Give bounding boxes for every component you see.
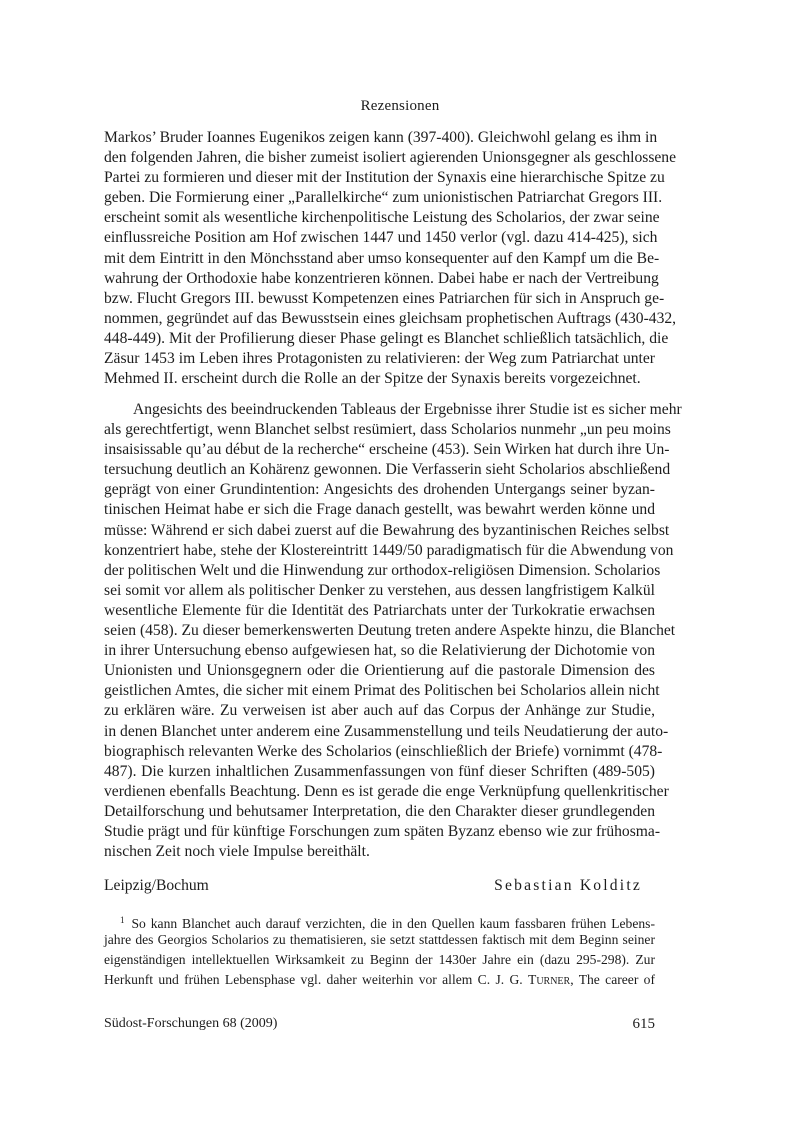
text-line: in ihrer Untersuchung ebenso aufgewiesen hat, so die Relativierung der Dichotomie von xyxy=(104,642,655,660)
text-line: Angesichts des beeindruckenden Tableaus der Ergebnisse ihrer Studie ist es sicher mehr xyxy=(133,401,682,418)
review-signature xyxy=(104,876,642,896)
footnote-marker: 1 xyxy=(120,915,125,925)
page-number: 615 xyxy=(632,1016,655,1032)
text-line: Zäsur 1453 im Leben ihres Protagonisten zu relativieren: der Weg zum Patriarchat unter xyxy=(104,350,655,368)
footnote-line: $^1$ So kann Blanchet auch darauf verzichten, die in den Quellen kaum fassbaren frühen Lebens- xyxy=(120,915,655,931)
text-line: 487). Die kurzen inhaltlichen Zusammenfassungen von fünf dieser Schriften (489-505) xyxy=(104,762,655,780)
text-line: nischen Zeit noch viele Impulse bereithält. xyxy=(104,843,370,861)
journal-citation: Südost-Forschungen 68 (2009) xyxy=(104,1016,278,1031)
text-line: als gerechtfertigt, wenn Blanchet selbst resümiert, dass Scholarios nunmehr „un peu moins xyxy=(104,421,671,439)
text-line: nommen, gegründet auf das Bewusstsein eines gleichsam prophetischen Auftrags (430-432, xyxy=(104,309,677,327)
text-line: tersuchung deutlich an Kohärenz gewonnen. Die Verfasserin sieht Scholarios abschließend xyxy=(104,461,671,479)
signature-author: Sebastian Kolditz xyxy=(494,877,642,894)
text-line: der politischen Welt und die Hinwendung zur orthodox-religiösen Dimension. Scholarios xyxy=(104,561,661,579)
text-line: sei somit vor allem als politischer Denker zu verstehen, aus dessen langfristigem Kalkül xyxy=(104,581,655,599)
text-line: wesentliche Elemente für die Identität des Patriarchats unter der Turkokratie erwachsen xyxy=(104,601,655,619)
text-line: Mehmed II. erscheint durch die Rolle an der Spitze der Synaxis bereits vorgezeichnet. xyxy=(104,370,641,388)
text-line: geben. Die Formierung einer „Parallelkirche“ zum unionistischen Patriarchat Gregors III. xyxy=(104,189,663,207)
text-line: mit dem Eintritt in den Mönchsstand aber umso konsequenter auf den Kampf um die Be- xyxy=(104,249,660,267)
text-line: Detailforschung und behutsamer Interpretation, die den Charakter dieser grundlegenden xyxy=(104,802,655,820)
text-line: 448-449). Mit der Profilierung dieser Phase gelingt es Blanchet schließlich tatsächlich, die xyxy=(104,329,669,347)
text-line: tinischen Heimat habe er sich die Frage danach gestellt, was bewahrt werden könne und xyxy=(104,501,655,519)
text-line: den folgenden Jahren, die bisher zumeist isoliert agierenden Unionsgegner als geschlossene xyxy=(104,149,677,167)
text-line: Studie prägt und für künftige Forschungen zum späten Byzanz ebenso wie zur frühosma- xyxy=(104,822,661,840)
paragraph-1 xyxy=(104,128,677,389)
text-line: konzentriert habe, stehe der Klostereintritt 1449/50 paradigmatisch für die Abwendung von xyxy=(104,541,674,559)
text-line: Partei zu formieren und dieser mit der Institution der Synaxis eine hierarchische Spitze zu xyxy=(104,169,665,187)
footnote xyxy=(104,910,655,990)
text-line: bzw. Flucht Gregors III. bewusst Kompetenzen eines Patriarchen für sich in Anspruch ge- xyxy=(104,289,665,307)
paragraph-2 xyxy=(104,400,682,862)
text-line: zu erklären wäre. Zu verweisen ist aber auch auf das Corpus der Anhänge zur Studie, xyxy=(104,702,655,720)
page-footer xyxy=(104,1015,655,1033)
text-line: verdienen ebenfalls Beachtung. Denn es ist gerade die enge Verknüpfung quellenkritischer xyxy=(104,782,669,800)
footnote-line: eigenständigen intellektuellen Wirksamkeit zu Beginn der 1430er Jahre ein (dazu 295-298). Zur xyxy=(104,952,655,967)
author-name-smallcaps: Turner xyxy=(528,972,571,987)
text-line: Unionisten und Unionsgegnern oder die Orientierung auf die pastorale Dimension des xyxy=(104,662,655,680)
text-line: seien (458). Zu dieser bemerkenswerten Deutung treten andere Aspekte hinzu, die Blanchet xyxy=(104,622,676,640)
text-line: einflussreiche Position am Hof zwischen 1447 und 1450 verlor (vgl. dazu 414-425), sich xyxy=(104,229,658,247)
running-header: Rezensionen xyxy=(360,98,440,114)
text-line: in denen Blanchet unter anderem eine Zusammenstellung und teils Neudatierung der auto- xyxy=(104,722,669,740)
text-line: geprägt von einer Grundintention: Angesichts des drohenden Untergangs seiner byzan- xyxy=(104,481,655,499)
text-line: wahrung der Orthodoxie habe konzentrieren können. Dabei habe er nach der Vertreibung xyxy=(104,269,659,287)
text-line: Markos’ Bruder Ioannes Eugenikos zeigen kann (397-400). Gleichwohl gelang es ihm in xyxy=(104,129,658,146)
text-line: biographisch relevanten Werke des Scholarios (einschließlich der Briefe) vornimmt (478- xyxy=(104,742,663,760)
text-line: müsse: Während er sich dabei zuerst auf die Bewahrung des byzantinischen Reiches selbst xyxy=(104,521,670,539)
footnote-line: jahre des Georgios Scholarios zu thematisieren, sie setzt stattdessen faktisch mit dem Beginn seiner xyxy=(104,932,655,947)
text-line: erscheint somit als wesentliche kirchenpolitische Leistung des Scholarios, der zwar seine xyxy=(104,209,660,227)
text-line: insaisissable qu’au début de la recherche“ erscheine (453). Sein Wirken hat durch ihre Un- xyxy=(104,441,670,459)
signature-place: Leipzig/Bochum xyxy=(104,877,209,894)
footnote-line: Herkunft und frühen Lebensphase vgl. daher weiterhin vor allem C. J. G. Turner, The career of xyxy=(104,972,655,987)
text-line: geistlichen Amtes, die sicher mit einem Primat des Politischen bei Scholarios allein nicht xyxy=(104,682,660,700)
